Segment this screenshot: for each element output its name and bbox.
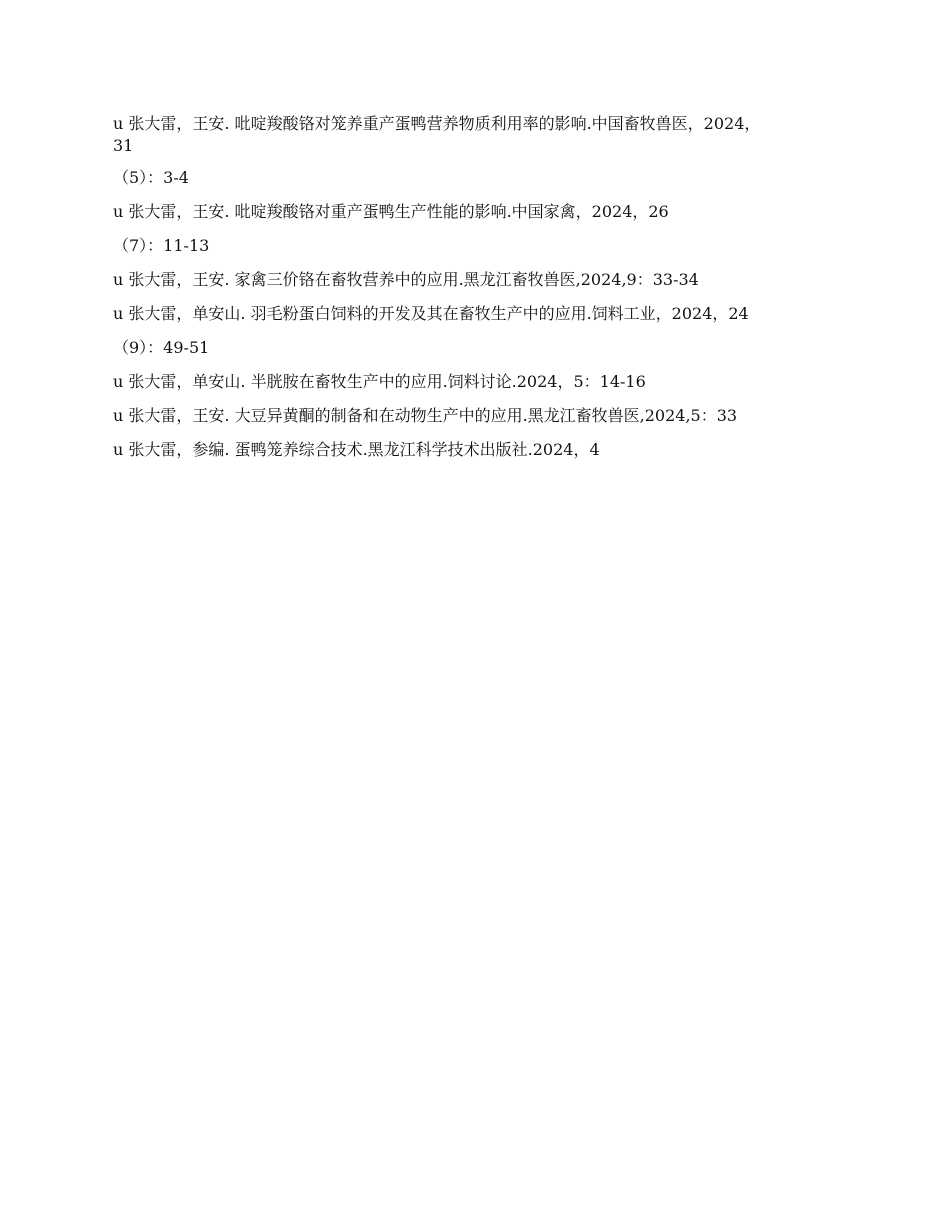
reference-entry: u 张大雷，王安. 大豆异黄酮的制备和在动物生产中的应用.黑龙江畜牧兽医,2024,5：33	[113, 406, 738, 425]
reference-list	[113, 113, 853, 473]
reference-continuation: （7）：11-13	[113, 236, 210, 255]
reference-entry: u 张大雷，单安山. 羽毛粉蛋白饲料的开发及其在畜牧生产中的应用.饲料工业，2024，24	[113, 304, 749, 323]
reference-continuation: （5）：3-4	[113, 168, 189, 187]
reference-entry: u 张大雷，王安. 吡啶羧酸铬对重产蛋鸭生产性能的影响.中国家禽，2024，26	[113, 202, 669, 221]
reference-entry: u 张大雷，王安. 家禽三价铬在畜牧营养中的应用.黑龙江畜牧兽医,2024,9：33-34	[113, 270, 699, 289]
reference-continuation: （9）：49-51	[113, 338, 210, 357]
reference-entry: u 张大雷，单安山. 半胱胺在畜牧生产中的应用.饲料讨论.2024，5：14-16	[113, 372, 646, 391]
reference-entry: u 张大雷，参编. 蛋鸭笼养综合技术.黑龙江科学技术出版社.2024，4	[113, 440, 600, 459]
reference-entry: u 张大雷，王安. 吡啶羧酸铬对笼养重产蛋鸭营养物质利用率的影响.中国畜牧兽医，2024，31	[113, 114, 761, 155]
